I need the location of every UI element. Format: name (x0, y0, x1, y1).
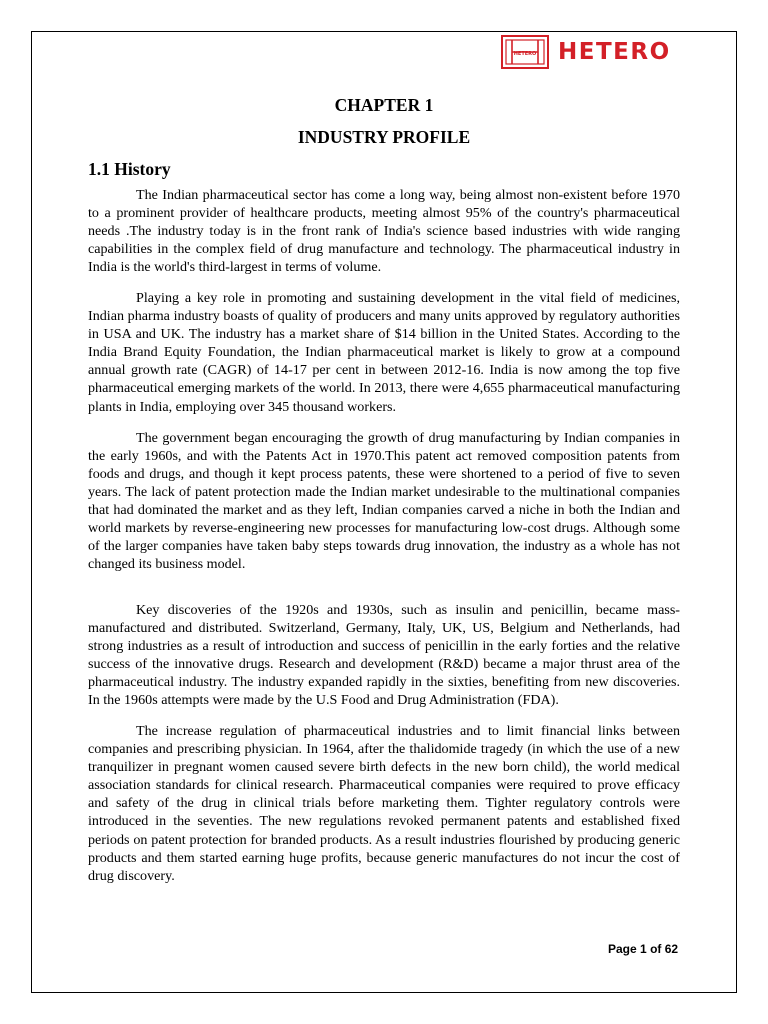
section-heading: 1.1 History (88, 159, 171, 179)
brand-name: HETERO (558, 39, 671, 65)
chapter-number: CHAPTER 1 (334, 95, 434, 115)
page-footer (608, 942, 678, 956)
footer-total-pages: 62 (664, 942, 679, 956)
hetero-logo (500, 33, 671, 71)
footer-page-number: 1 (640, 942, 647, 956)
paragraph-4: Key discoveries of the 1920s and 1930s, such as insulin and penicillin, became mass-manufactured and distributed. Switzerland, Germany, Italy, UK, US, Belgium and Netherlands, had strong industries as a result of introduction and success of penicillin in the early forties and the relative success of the innovative drugs. Research and development (R&D) became a major thrust area of the pharmaceutical industry. The industry expanded rapidly in the sixties, benefiting from new discoveries. In the 1960s attempts were made by the U.S Food and Drug Administration (FDA). (88, 601, 680, 709)
paragraph-1: The Indian pharmaceutical sector has come a long way, being almost non-existent before 1970 to a prominent provider of healthcare products, meeting almost 95% of the country's pharmaceutical needs .The industry today is in the front rank of India's science based industries with wide ranging capabilities in the complex field of drug manufacture and technology. The pharmaceutical industry in India is the world's third-largest in terms of volume. (88, 187, 680, 276)
chapter-title: INDUSTRY PROFILE (297, 127, 471, 147)
paragraph-3: The government began encouraging the growth of drug manufacturing by Indian companies in the early 1960s, and with the Patents Act in 1970.This patent act removed composition patents from foods and drugs, and though it kept process patents, these were shortened to a period of five to seven years. The lack of patent protection made the Indian market undesirable to the multinational companies that had dominated the market and as they left, Indian companies carved a niche in both the Indian and world markets by reverse-engineering new processes for manufacturing low-cost drugs. Although some of the larger companies have taken baby steps towards drug innovation, the industry as a whole has not changed its business model. (88, 429, 680, 572)
paragraph-2: Playing a key role in promoting and sustaining development in the vital field of medicines, Indian pharma industry boasts of quality of producers and many units approved by regulatory authorities in USA and UK. The industry has a market share of $14 billion in the United States. According to the India Brand Equity Foundation, the Indian pharmaceutical market is likely to grow at a compound annual growth rate (CAGR) of 14-17 per cent in between 2012-16. India is now among the top five pharmaceutical emerging markets of the world. In 2013, there were 4,655 pharmaceutical manufacturing plants in India, employing over 345 thousand workers. (88, 290, 680, 415)
footer-of-word: of (650, 942, 662, 956)
paragraph-5: The increase regulation of pharmaceutical industries and to limit financial links between companies and prescribing physician. In 1964, after the thalidomide tragedy (in which the use of a new tranquilizer in pregnant women caused severe birth defects in the new born child), the world medical association standards for clinical research. Pharmaceutical companies were required to prove efficacy and safety of the drug in clinical trials before marketing them. Tighter regulatory controls were introduced in the seventies. The new regulations revoked permanent patents and established fixed periods on patent protection for branded products. As a result industries flourished by producing generic products and them started earning huge profits, because generic manufactures do not incur the cost of drug discovery. (88, 723, 680, 884)
hetero-logo-mark-icon (500, 34, 550, 70)
footer-page-word: Page (608, 942, 637, 956)
logo-mark-text: HETERO (513, 51, 537, 57)
page-content (88, 92, 680, 898)
